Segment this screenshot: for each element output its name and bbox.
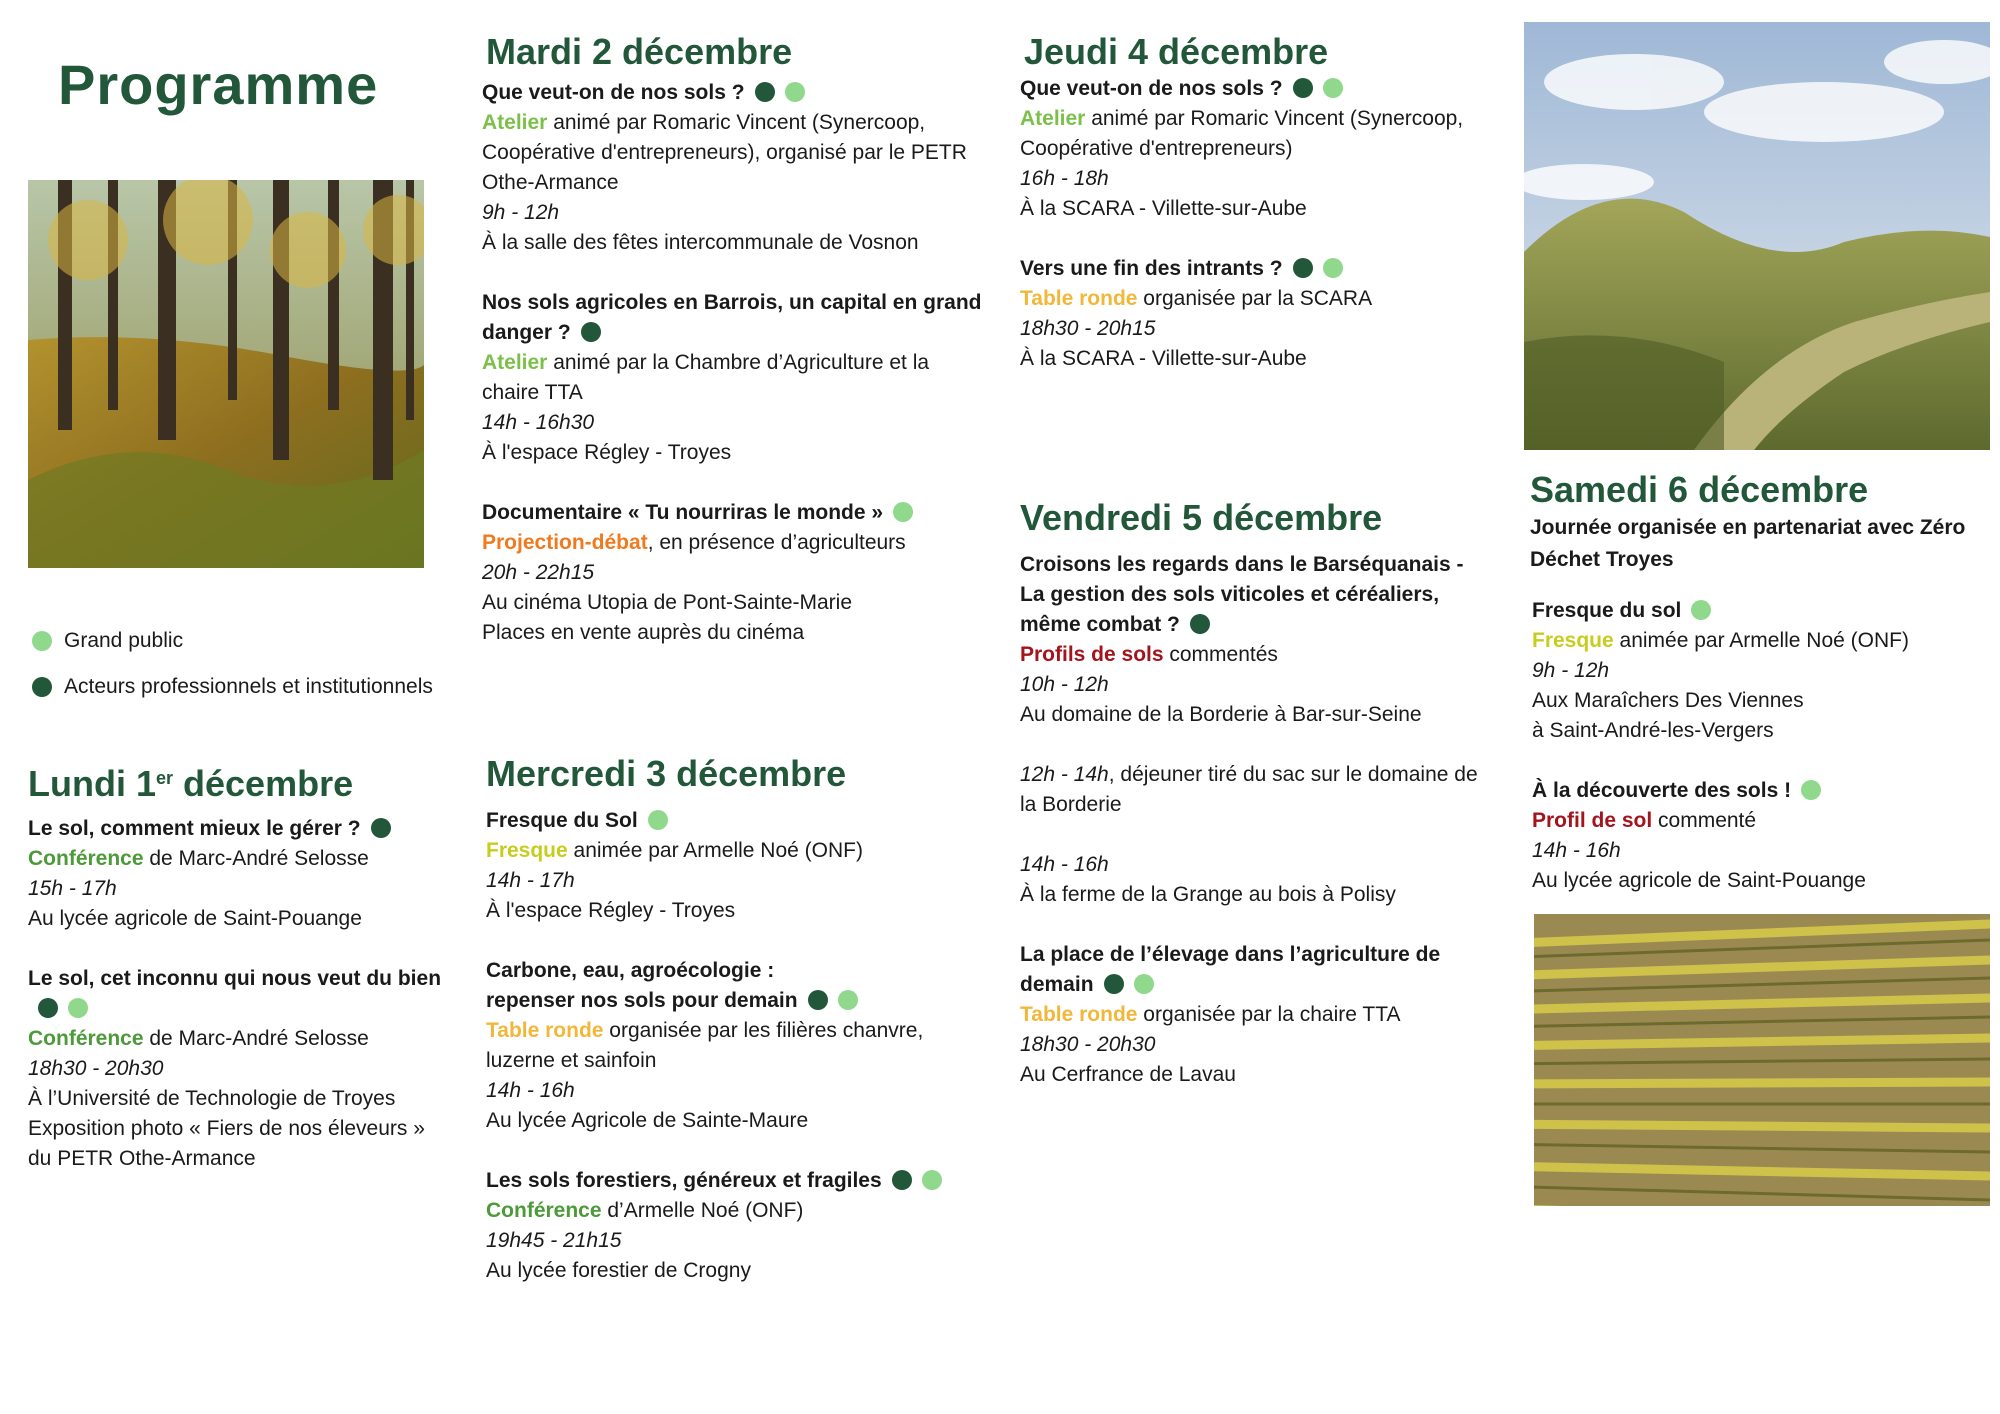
dark-green-dot-icon — [808, 990, 828, 1010]
event-block: Que veut-on de nos sols ? Atelier animé par Romaric Vincent (Synercoop, Coopérative d'entrepreneurs) 16h - 18h À la SCARA - Villette-sur-Aube — [1020, 77, 1464, 220]
event-block: Le sol, comment mieux le gérer ? Conférence de Marc-André Selosse 15h - 17h Au lycée agricole de Saint-Pouange — [28, 814, 468, 934]
light-green-dot-icon — [32, 631, 52, 651]
legend-grand-public: Grand public — [32, 626, 433, 656]
dark-green-dot-icon — [1293, 78, 1313, 98]
light-green-dot-icon — [1323, 258, 1343, 278]
day-heading: Mardi 2 décembre — [486, 31, 793, 72]
event-block: Le sol, cet inconnu qui nous veut du bien Conférence de Marc-André Selosse 18h30 - 20h30 À l’Université de Technologie de Troyes Exposition photo « Fiers de nos éleveurs » du PETR Othe-Armance — [28, 967, 442, 1170]
day-mercredi — [486, 752, 996, 1316]
legend-pro: Acteurs professionnels et institutionnels — [32, 672, 433, 702]
event-block: Fresque du sol Fresque animée par Armelle Noé (ONF) 9h - 12h Aux Maraîchers Des Viennes à Saint-André-les-Vergers — [1532, 599, 1909, 742]
light-green-dot-icon — [1134, 974, 1154, 994]
day-vendredi — [1020, 496, 1488, 1120]
light-green-dot-icon — [1323, 78, 1343, 98]
event-block: Vers une fin des intrants ? Table ronde organisée par la SCARA 18h30 - 20h15 À la SCARA - Villette-sur-Aube — [1020, 257, 1373, 370]
dark-green-dot-icon — [371, 818, 391, 838]
day-mardi — [482, 30, 992, 678]
day-heading: Samedi 6 décembre — [1530, 469, 1869, 510]
event-block: Que veut-on de nos sols ? Atelier animé par Romaric Vincent (Synercoop, Coopérative d'entrepreneurs), organisé par le PETR Othe-Armance 9h - 12h À la salle des fêtes intercommunale de Vosnon — [482, 81, 967, 254]
dark-green-dot-icon — [581, 322, 601, 342]
day-heading: Mercredi 3 décembre — [486, 753, 847, 794]
day-heading: Vendredi 5 décembre — [1020, 497, 1383, 538]
samedi-subtitle: Journée organisée en partenariat avec Zéro Déchet Troyes — [1530, 516, 1966, 571]
event-block: Nos sols agricoles en Barrois, un capital en grand danger ? Atelier animé par la Chambre d’Agriculture et la chaire TTA 14h - 16h30 À l'espace Régley - Troyes — [482, 291, 982, 464]
light-green-dot-icon — [922, 1170, 942, 1190]
light-green-dot-icon — [648, 810, 668, 830]
day-jeudi — [1020, 30, 1490, 404]
day-heading: Lundi 1er décembre — [28, 763, 354, 804]
event-block: Fresque du Sol Fresque animée par Armelle Noé (ONF) 14h - 17h À l'espace Régley - Troyes — [486, 809, 863, 922]
light-green-dot-icon — [1691, 600, 1711, 620]
day-samedi — [1530, 468, 1990, 926]
event-block: Croisons les regards dans le Barséquanais - La gestion des sols viticoles et céréaliers, même combat ? Profils de sols commentés 10h - 12h Au domaine de la Borderie à Bar-sur-Seine 12h - 14h, déjeuner tiré du sac sur le domaine de la Borderie 14h - 16h À la ferme de la Grange au bois à Polisy — [1020, 553, 1478, 906]
light-green-dot-icon — [68, 998, 88, 1018]
light-green-dot-icon — [1801, 780, 1821, 800]
day-heading: Jeudi 4 décembre — [1024, 31, 1329, 72]
event-block: À la découverte des sols ! Profil de sol commenté 14h - 16h Au lycée agricole de Saint-Pouange — [1532, 779, 1866, 892]
light-green-dot-icon — [893, 502, 913, 522]
light-green-dot-icon — [785, 82, 805, 102]
light-green-dot-icon — [838, 990, 858, 1010]
page-title: Programme — [58, 53, 379, 116]
dark-green-dot-icon — [32, 677, 52, 697]
dark-green-dot-icon — [1293, 258, 1313, 278]
dark-green-dot-icon — [38, 998, 58, 1018]
day-lundi — [28, 756, 468, 1204]
event-block: Les sols forestiers, généreux et fragiles Conférence d’Armelle Noé (ONF) 19h45 - 21h15 Au lycée forestier de Crogny — [486, 1166, 996, 1286]
dark-green-dot-icon — [892, 1170, 912, 1190]
dark-green-dot-icon — [1104, 974, 1124, 994]
event-block: La place de l’élevage dans l’agriculture de demain Table ronde organisée par la chaire TTA 18h30 - 20h30 Au Cerfrance de Lavau — [1020, 943, 1441, 1086]
dark-green-dot-icon — [1190, 614, 1210, 634]
forest-photo — [28, 180, 424, 568]
event-block: Carbone, eau, agroécologie : repenser nos sols pour demain Table ronde organisée par les filières chanvre, luzerne et sainfoin 14h - 16h Au lycée Agricole de Sainte-Maure — [486, 959, 924, 1132]
dark-green-dot-icon — [755, 82, 775, 102]
event-block: Documentaire « Tu nourriras le monde » Projection-débat, en présence d’agriculteurs 20h - 22h15 Au cinéma Utopia de Pont-Sainte-Marie Places en vente auprès du cinéma — [482, 498, 992, 648]
dunes-photo — [1524, 22, 1990, 450]
vineyard-photo — [1534, 914, 1990, 1206]
